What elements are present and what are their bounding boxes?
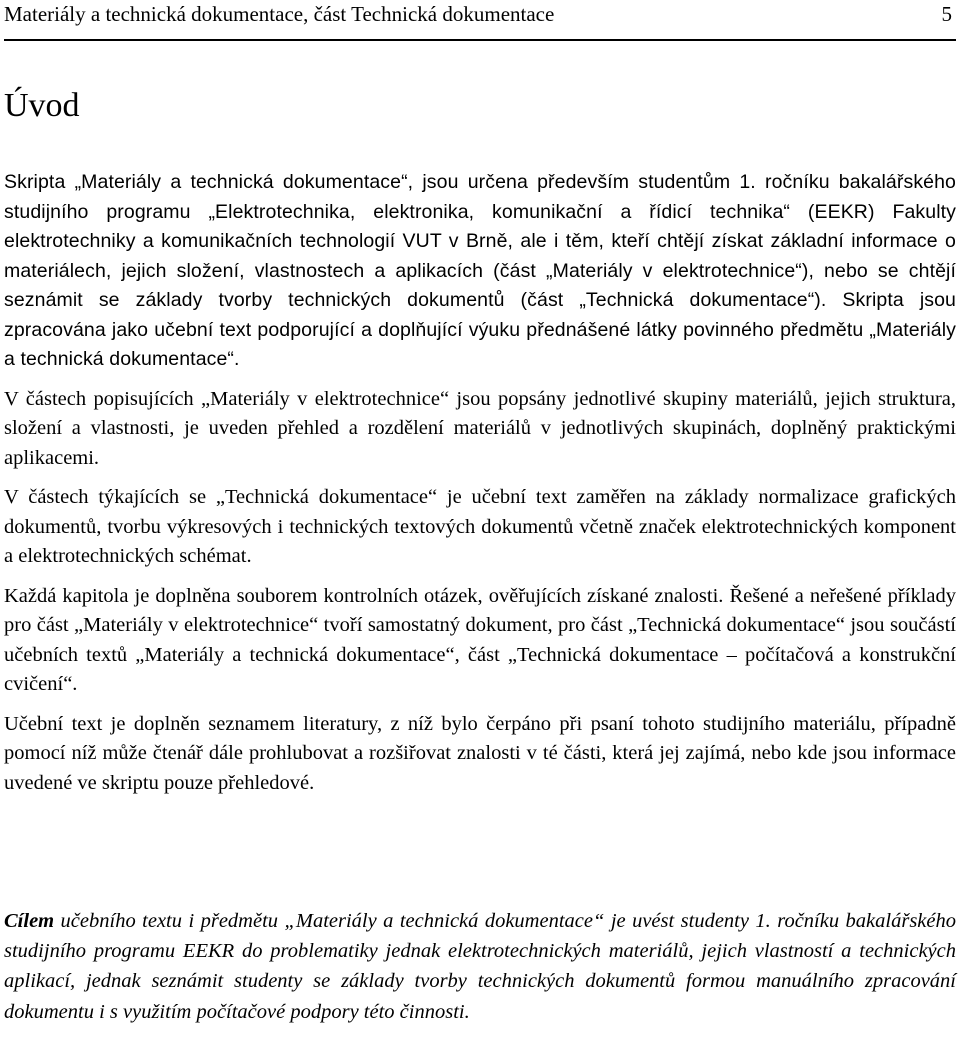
documentation-paragraph: V částech týkajících se „Technická dokumentace“ je učební text zaměřen na základy normalizace grafických dokumentů, tvorbu výkresových i technických textových dokumentů včetně značek elektrotechnických komponent a elektrotechnických schémat.: [4, 486, 956, 567]
goal-paragraph: [4, 906, 956, 1027]
goal-text: učebního textu i předmětu „Materiály a technická dokumentace“ je uvést studenty 1. ročníku bakalářského studijního programu EEKR do problematiky jednak elektrotechnických materiálů, jejich vlastností a technických aplikací, jednak seznámit studenty se základy tvorby technických dokumentů formou manuálního zpracování dokumentu i s využitím počítačové podpory této činnosti.: [4, 910, 956, 1023]
literature-paragraph: Učební text je doplněn seznamem literatury, z níž bylo čerpáno při psaní tohoto studijního materiálu, případně pomocí níž může čtenář dále prohlubovat a rozšiřovat znalosti v té části, která jej zajímá, nebo kde jsou informace uvedené ve skriptu pouze přehledové.: [4, 712, 956, 794]
body-text: [4, 168, 956, 808]
header-rule: [4, 39, 956, 41]
running-header: [4, 0, 956, 33]
intro-paragraph: Skripta „Materiály a technická dokumentace“, jsou určena především studentům 1. ročníku bakalářského studijního programu „Elektrotechnika, elektronika, komunikační a řídicí technika“ (EEKR) Fakulty elektrotechniky a komunikačních technologií VUT v Brně, ale i těm, kteří chtějí získat základní informace o materiálech, jejich složení, vlastnostech a aplikacích (část „Materiály v elektrotechnice“), nebo se chtějí seznámit se základy tvorby technických dokumentů (část „Technická dokumentace“). Skripta jsou zpracována jako učební text podporující a doplňující výuku přednášené látky povinného předmětu „Materiály a technická dokumentace“.: [4, 171, 956, 370]
header-title: Materiály a technická dokumentace, část Technická dokumentace: [4, 2, 555, 26]
chapters-paragraph: Každá kapitola je doplněna souborem kontrolních otázek, ověřujících získané znalosti. Řešené a neřešené příklady pro část „Materiály v elektrotechnice“ tvoří samostatný dokument, pro část „Technická dokumentace“ jsou součástí učebních textů „Materiály a technická dokumentace“, část „Technická dokumentace – počítačová a konstrukční cvičení“.: [4, 584, 956, 695]
chapter-title: Úvod: [4, 87, 80, 124]
page-number: 5: [941, 2, 952, 26]
goal-lead: Cílem: [4, 910, 55, 932]
materials-paragraph: V částech popisujících „Materiály v elektrotechnice“ jsou popsány jednotlivé skupiny materiálů, jejich struktura, složení a vlastnosti, je uveden přehled a rozdělení materiálů v jednotlivých skupinách, doplněný praktickými aplikacemi.: [4, 387, 956, 469]
